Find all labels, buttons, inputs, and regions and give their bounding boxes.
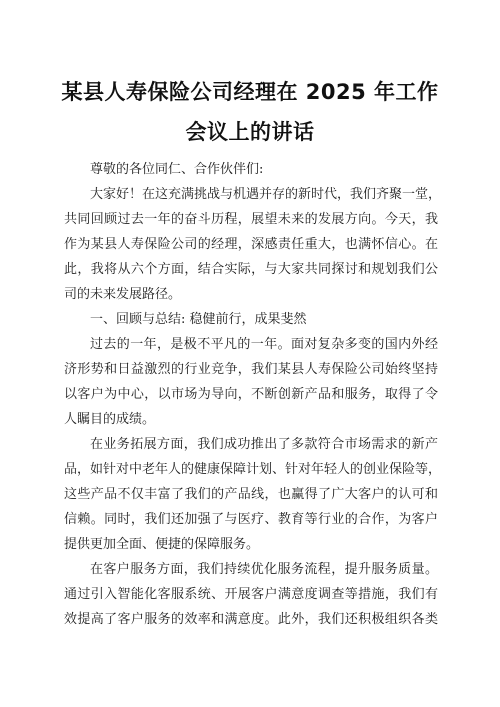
paragraph-line: 品，如针对中老年人的健康保障计划、针对年轻人的创业保险等， (64, 462, 442, 477)
paragraph-line: 提供更加全面、便捷的保障服务。 (64, 537, 260, 552)
paragraph-line: 济形势和日益激烈的行业竞争，我们某县人寿保险公司始终坚持 (64, 362, 438, 377)
document-title-line-1: 某县人寿保险公司经理在 2025 年工作 (61, 80, 439, 104)
salutation: 尊敬的各位同仁、合作伙伴们: (90, 162, 264, 177)
paragraph-line: 作为某县人寿保险公司的经理，深感责任重大，也满怀信心。在 (64, 237, 438, 252)
paragraph-line: 以客户为中心，以市场为导向，不断创新产品和服务，取得了令 (64, 387, 438, 402)
paragraph-line: 共同回顾过去一年的奋斗历程，展望未来的发展方向。今天，我 (64, 212, 438, 227)
paragraph-line: 这些产品不仅丰富了我们的产品线，也赢得了广大客户的认可和 (64, 487, 438, 502)
paragraph-line: 人瞩目的成绩。 (64, 412, 156, 427)
paragraph-line: 此，我将从六个方面，结合实际，与大家共同探讨和规划我们公 (64, 262, 438, 277)
paragraph-line: 过去的一年，是极不平凡的一年。面对复杂多变的国内外经 (90, 337, 438, 352)
section-heading: 一、回顾与总结: 稳健前行，成果斐然 (90, 312, 307, 327)
paragraph-line: 通过引入智能化客服系统、开展客户满意度调查等措施，我们有 (64, 587, 438, 602)
paragraph-line: 在客户服务方面，我们持续优化服务流程，提升服务质量。 (90, 562, 438, 577)
document-title-line-2: 会议上的讲话 (185, 120, 315, 144)
paragraph-line: 效提高了客户服务的效率和满意度。此外，我们还积极组织各类 (64, 612, 438, 627)
paragraph-line: 大家好！在这充满挑战与机遇并存的新时代，我们齐聚一堂， (90, 187, 442, 202)
paragraph-line: 在业务拓展方面，我们成功推出了多款符合市场需求的新产 (90, 437, 438, 452)
paragraph-line: 信赖。同时，我们还加强了与医疗、教育等行业的合作，为客户 (64, 512, 438, 527)
paragraph-line: 司的未来发展路径。 (64, 287, 182, 302)
